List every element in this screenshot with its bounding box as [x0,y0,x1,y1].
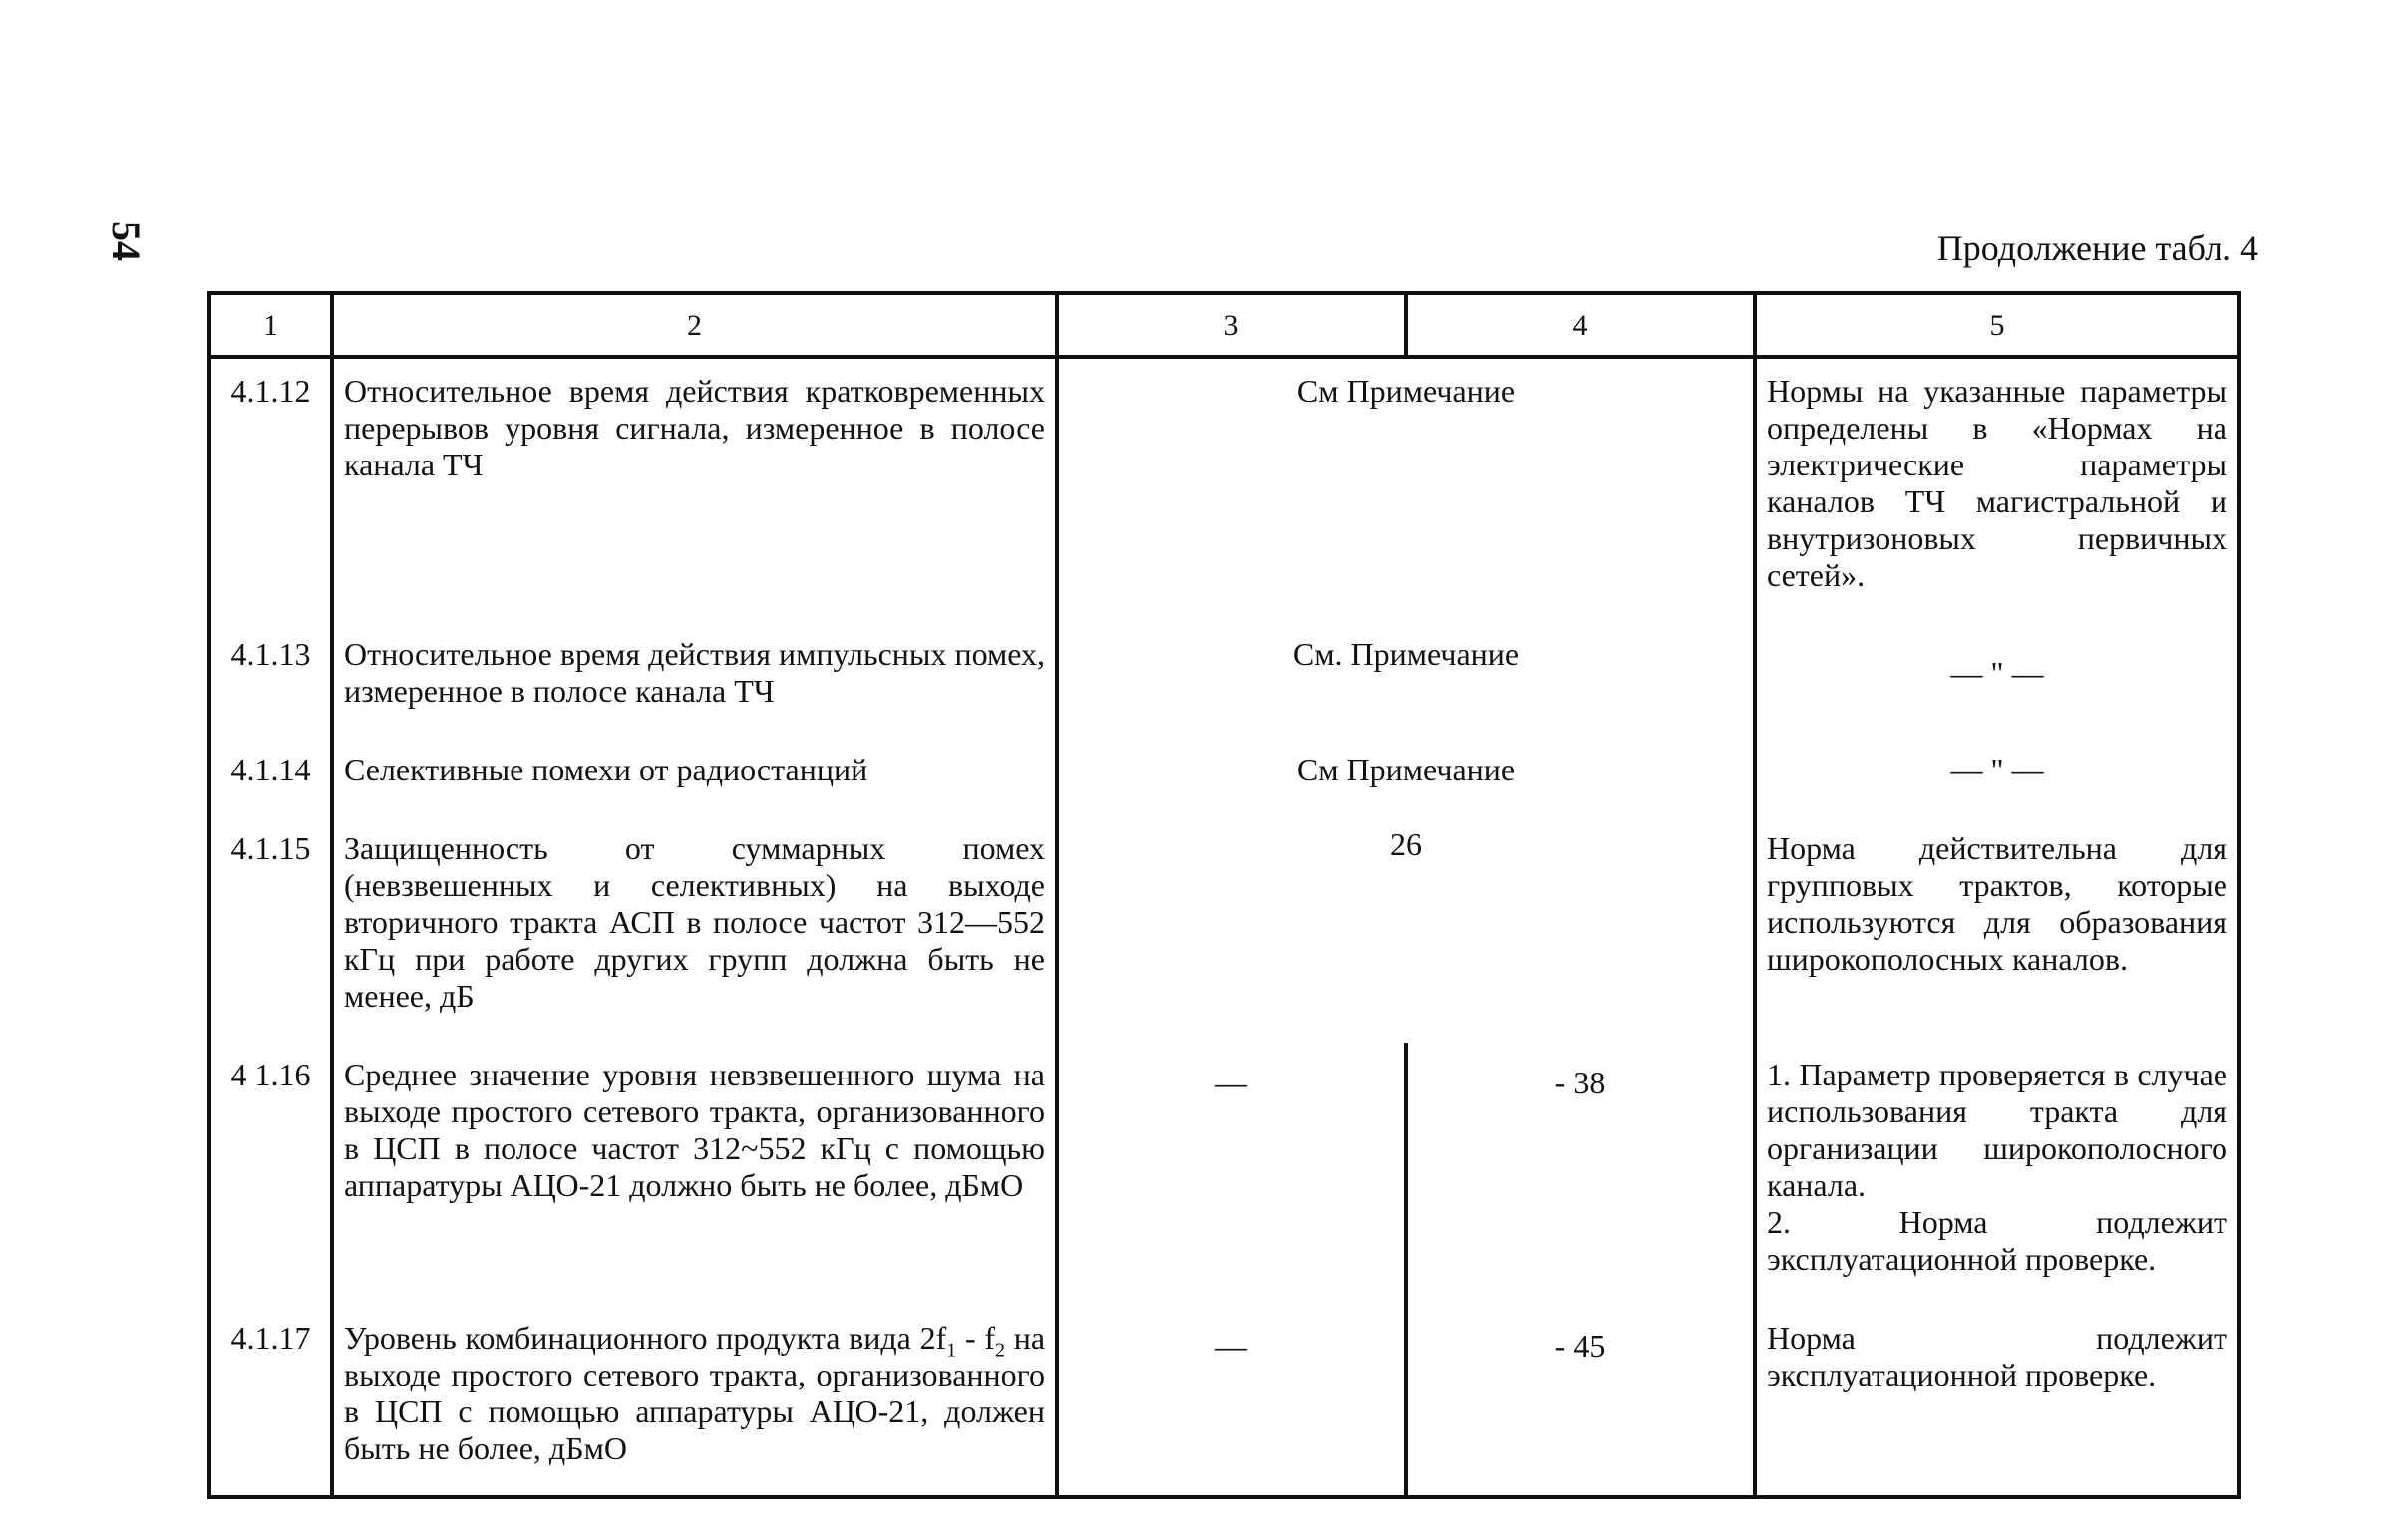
row-note [1755,1043,2239,1306]
table-row [209,1043,2239,1306]
row-col4-value: - 45 [1406,1306,1755,1497]
desc-text-2: - f [956,1320,995,1356]
row-note-ditto: — " — [1755,622,2239,738]
header-col-5: 5 [1755,293,2239,357]
row-description: Относительное время действия кратковременных перерывов уровня сигнала, измеренное в полосе канала ТЧ [332,357,1057,622]
table-row [209,357,2239,622]
header-col-1: 1 [209,293,332,357]
table-continuation-label: Продолжение табл. 4 [1936,228,2258,268]
row-number: 4.1.17 [209,1306,332,1497]
table-row [209,816,2239,1043]
row-value: См. Примечание [1057,622,1755,738]
header-col-4: 4 [1406,293,1755,357]
row-col3-value: — [1057,1043,1406,1306]
row-note: Нормы на указанные параметры определены в «Нормах на электрические параметры каналов ТЧ магистральной и внутризоновых первичных сетей». [1755,357,2239,622]
row-value: 26 [1057,816,1755,1043]
row-number: 4.1.12 [209,357,332,622]
row-description: Среднее значение уровня невзвешенного шума на выходе простого сетевого тракта, организованного в ЦСП в полосе частот 312~552 кГц с помощью аппаратуры АЦО-21 должно быть не более, дБмО [332,1043,1057,1306]
table-header-row [209,293,2239,357]
row-number: 4 1.16 [209,1043,332,1306]
row-description: Защищенность от суммарных помех (невзвешенных и селективных) на выходе вторичного тракта АСП в полосе частот 312—552 кГц при работе других групп должна быть не менее, дБ [332,816,1057,1043]
row-col3-value: — [1057,1306,1406,1497]
table-row [209,1306,2239,1497]
page-number: 54 [104,221,149,261]
header-col-3: 3 [1057,293,1406,357]
row-note-ditto: — " — [1755,738,2239,816]
parameters-table [207,291,2241,1499]
header-col-2: 2 [332,293,1057,357]
row-col4-value: - 38 [1406,1043,1755,1306]
table-row [209,738,2239,816]
row-note: Норма подлежит эксплуатационной проверке. [1755,1306,2239,1497]
row-note-item-2: 2. Норма подлежит эксплуатационной проверке. [1767,1204,2227,1277]
desc-subscript-2: 2 [994,1339,1005,1362]
row-number: 4.1.13 [209,622,332,738]
desc-subscript-1: 1 [946,1339,957,1362]
row-value: См Примечание [1057,357,1755,622]
row-note: Норма действительна для групповых трактов, которые используются для образования широкополосных каналов. [1755,816,2239,1043]
desc-text-1: Уровень комбинационного продукта вида 2f [344,1320,947,1356]
desc-text-3: на выходе простого сетевого тракта, организованного в ЦСП с помощью аппаратуры АЦО-21, должен быть не более, дБмО [344,1320,1046,1466]
row-number: 4.1.14 [209,738,332,816]
row-description: Относительное время действия импульсных помех, измеренное в полосе канала ТЧ [332,622,1057,738]
row-description [332,1306,1057,1497]
table-row [209,622,2239,738]
row-description: Селективные помехи от радиостанций [332,738,1057,816]
row-note-item-1: 1. Параметр проверяется в случае использования тракта для организации широкополосного канала. [1767,1057,2227,1203]
row-number: 4.1.15 [209,816,332,1043]
row-value: См Примечание [1057,738,1755,816]
